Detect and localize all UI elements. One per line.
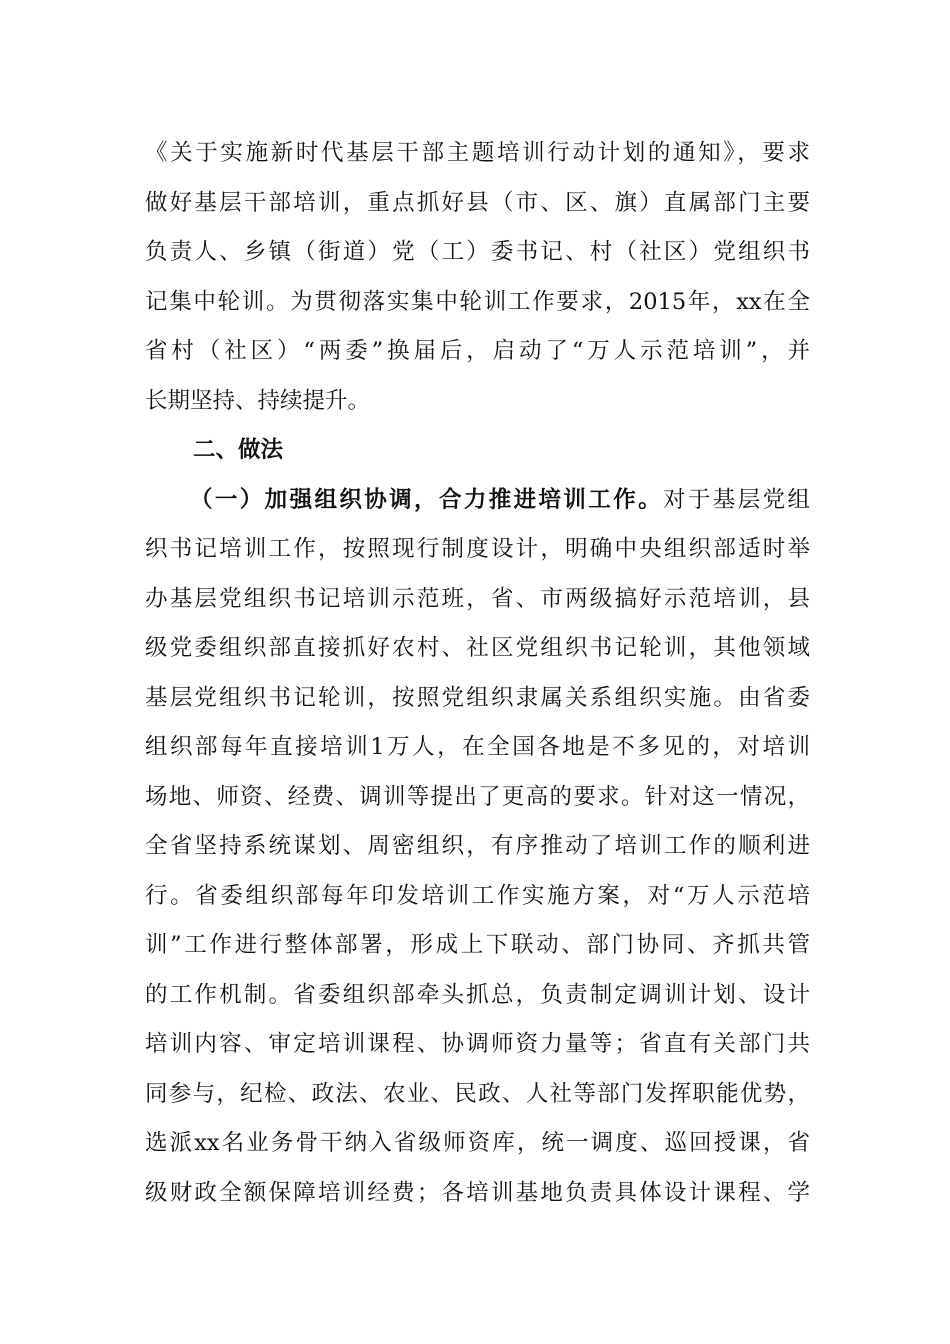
intro-line: 做好基层干部培训，重点抓好县（市、区、旗）直属部门主要	[145, 189, 810, 216]
body-line: 训”工作进行整体部署，形成上下联动、部门协同、齐抓共管	[145, 932, 810, 958]
body-line: 选派xx名业务骨干纳入省级师资库，统一调度、巡回授课，省	[145, 1130, 810, 1156]
subsection-title: （一）加强组织协调，合力推进培训工作。	[190, 486, 663, 513]
intro-line: 负责人、乡镇（街道）党（工）委书记、村（社区）党组织书	[145, 239, 810, 265]
body-line: 同参与，纪检、政法、农业、民政、人社等部门发挥职能优势，	[145, 1080, 810, 1107]
intro-line: 省村（社区）“两委”换届后，启动了“万人示范培训”，并	[145, 338, 810, 364]
body-line: 基层党组织书记轮训，按照党组织隶属关系组织实施。由省委	[145, 684, 810, 711]
body-line: 培训内容、审定培训课程、协调师资力量等；省直有关部门共	[145, 1031, 810, 1057]
document-body	[145, 129, 810, 1218]
intro-line: 《关于实施新时代基层干部主题培训行动计划的通知》，要求	[145, 140, 810, 166]
body-line: 行。省委组织部每年印发培训工作实施方案，对“万人示范培	[145, 882, 810, 909]
subsection-first-line	[145, 476, 810, 526]
intro-line: 长期坚持、持续提升。	[145, 387, 371, 414]
body-line: 全省坚持系统谋划、周密组织，有序推动了培训工作的顺利进	[145, 833, 810, 859]
body-line: 织书记培训工作，按照现行制度设计，明确中央组织部适时举	[145, 536, 810, 562]
body-line: 办基层党组织书记培训示范班，省、市两级搞好示范培训，县	[145, 585, 810, 612]
body-line: 组织部每年直接培训1万人，在全国各地是不多见的，对培训	[145, 734, 810, 760]
subsection-first-line-text: 对于基层党组	[663, 486, 810, 513]
body-line: 级财政全额保障培训经费；各培训基地负责具体设计课程、学	[145, 1179, 810, 1206]
body-line: 的工作机制。省委组织部牵头抓总，负责制定调训计划、设计	[145, 981, 810, 1008]
body-line: 级党委组织部直接抓好农村、社区党组织书记轮训，其他领域	[145, 635, 810, 661]
section-heading: 二、做法	[193, 437, 284, 463]
body-line: 场地、师资、经费、调训等提出了更高的要求。针对这一情况，	[145, 783, 810, 810]
intro-line: 记集中轮训。为贯彻落实集中轮训工作要求，2015年，xx在全	[145, 288, 810, 315]
